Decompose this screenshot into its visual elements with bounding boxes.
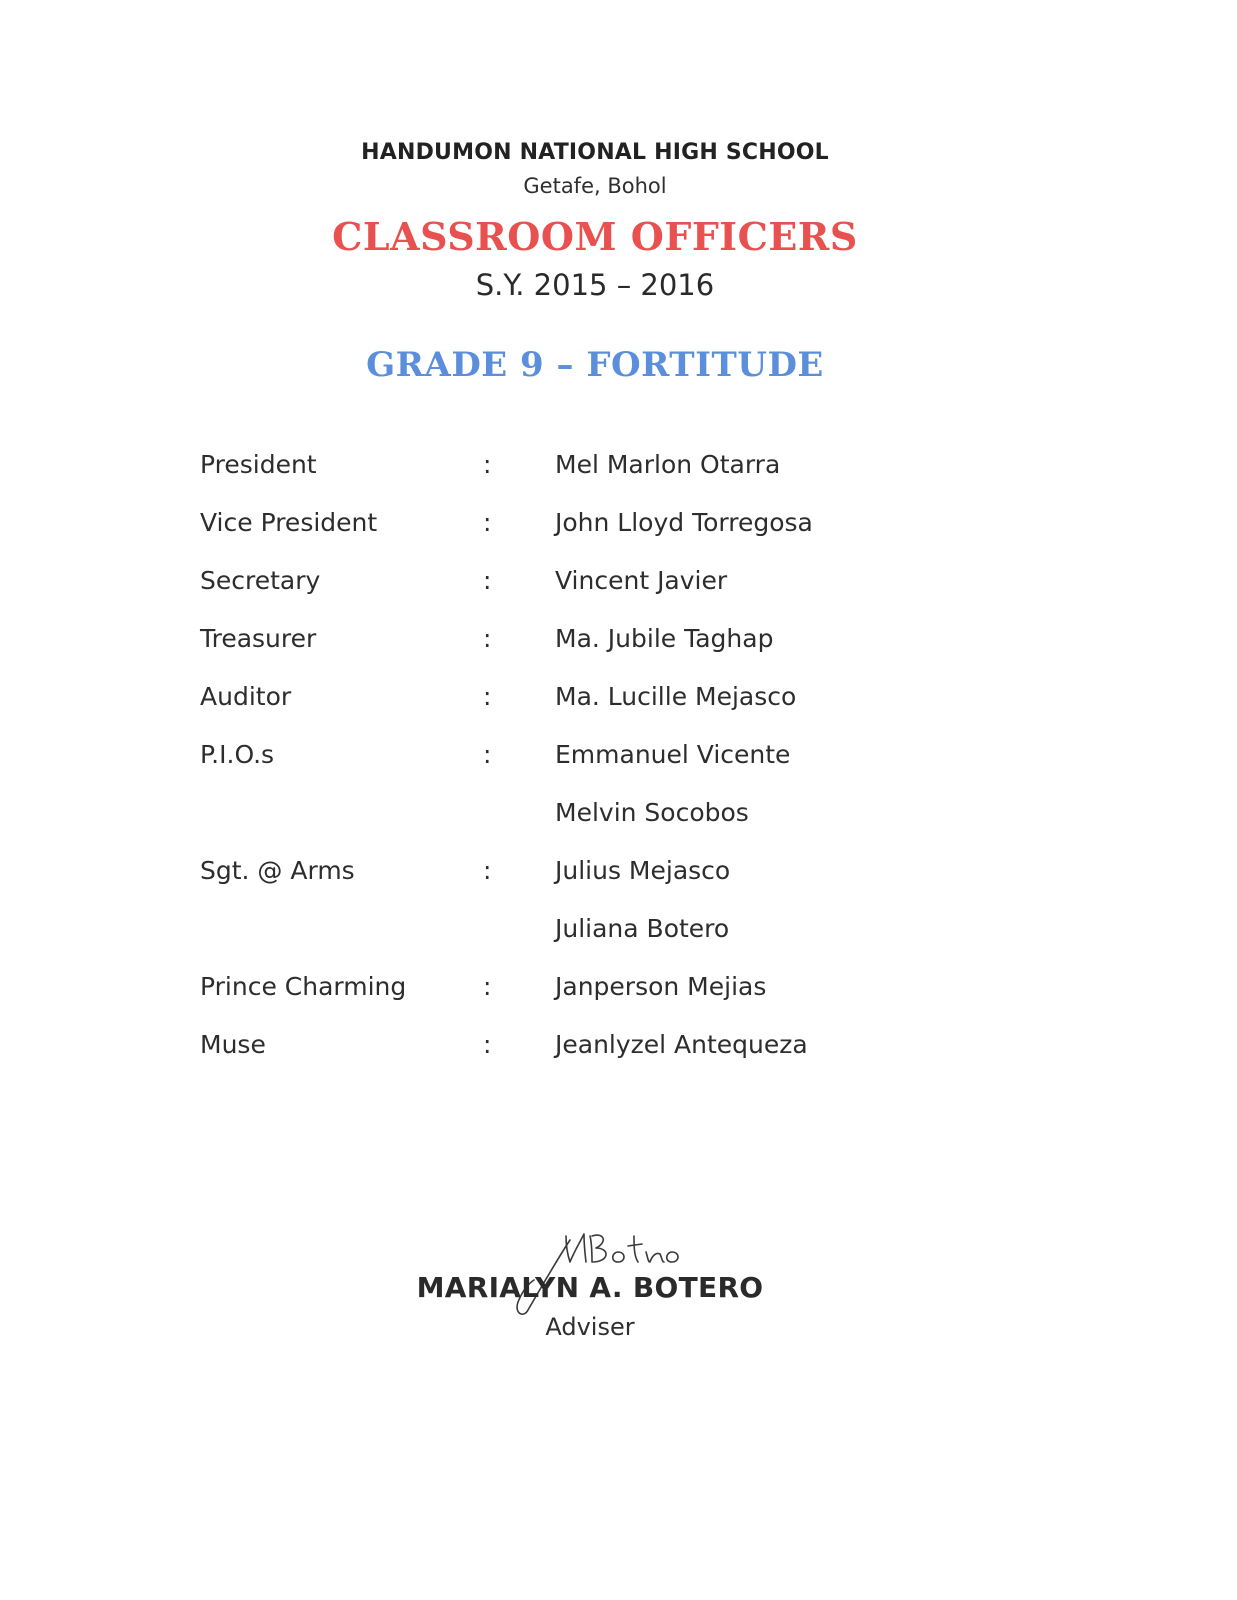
officer-row-sgt-at-arms-2 (198, 914, 898, 972)
school-year: S.Y. 2015 – 2016 (475, 268, 715, 302)
officer-name: Janperson Mejias (555, 972, 767, 1001)
officer-name: Ma. Jubile Taghap (555, 624, 774, 653)
school-name: HANDUMON NATIONAL HIGH SCHOOL (361, 140, 829, 165)
adviser-name: MARIALYN A. BOTERO (416, 1271, 764, 1304)
document-title: CLASSROOM OFFICERS (332, 214, 858, 259)
officer-colon: : (483, 450, 492, 479)
officer-position: Auditor (200, 682, 292, 711)
officer-position: Secretary (200, 566, 321, 595)
officer-row-treasurer (198, 624, 898, 682)
officer-colon: : (483, 682, 492, 711)
officer-colon: : (483, 972, 492, 1001)
officer-row-pios-2 (198, 798, 898, 856)
officer-colon: : (483, 566, 492, 595)
officer-row-secretary (198, 566, 898, 624)
officer-position: Treasurer (200, 624, 317, 653)
officer-row-prince-charming (198, 972, 898, 1030)
officer-name: Vincent Javier (555, 566, 728, 595)
officer-colon: : (483, 856, 492, 885)
officer-position: Prince Charming (200, 972, 407, 1001)
officer-row-president (198, 450, 898, 508)
officer-name: John Lloyd Torregosa (555, 508, 813, 537)
officer-row-pios (198, 740, 898, 798)
officer-name: Emmanuel Vicente (555, 740, 791, 769)
officer-row-auditor (198, 682, 898, 740)
officer-name: Juliana Botero (555, 914, 730, 943)
officer-name: Julius Mejasco (555, 856, 731, 885)
officer-name: Jeanlyzel Antequeza (555, 1030, 808, 1059)
officer-name: Melvin Socobos (555, 798, 749, 827)
officer-name: Mel Marlon Otarra (555, 450, 781, 479)
section-title: GRADE 9 – FORTITUDE (366, 345, 824, 385)
officer-name: Ma. Lucille Mejasco (555, 682, 797, 711)
officer-position: Sgt. @ Arms (200, 856, 355, 885)
adviser-block (0, 1270, 1180, 1344)
adviser-role: Adviser (545, 1313, 635, 1341)
officer-colon: : (483, 1030, 492, 1059)
officer-row-muse (198, 1030, 898, 1088)
school-location: Getafe, Bohol (523, 174, 667, 198)
officer-row-sgt-at-arms (198, 856, 898, 914)
officer-colon: : (483, 740, 492, 769)
officer-colon: : (483, 508, 492, 537)
officer-position: Vice President (200, 508, 378, 537)
officer-position: Muse (200, 1030, 266, 1059)
officer-colon: : (483, 624, 492, 653)
officer-list (198, 450, 898, 1088)
officer-position: President (200, 450, 317, 479)
officer-row-vice-president (198, 508, 898, 566)
officer-position: P.I.O.s (200, 740, 275, 769)
